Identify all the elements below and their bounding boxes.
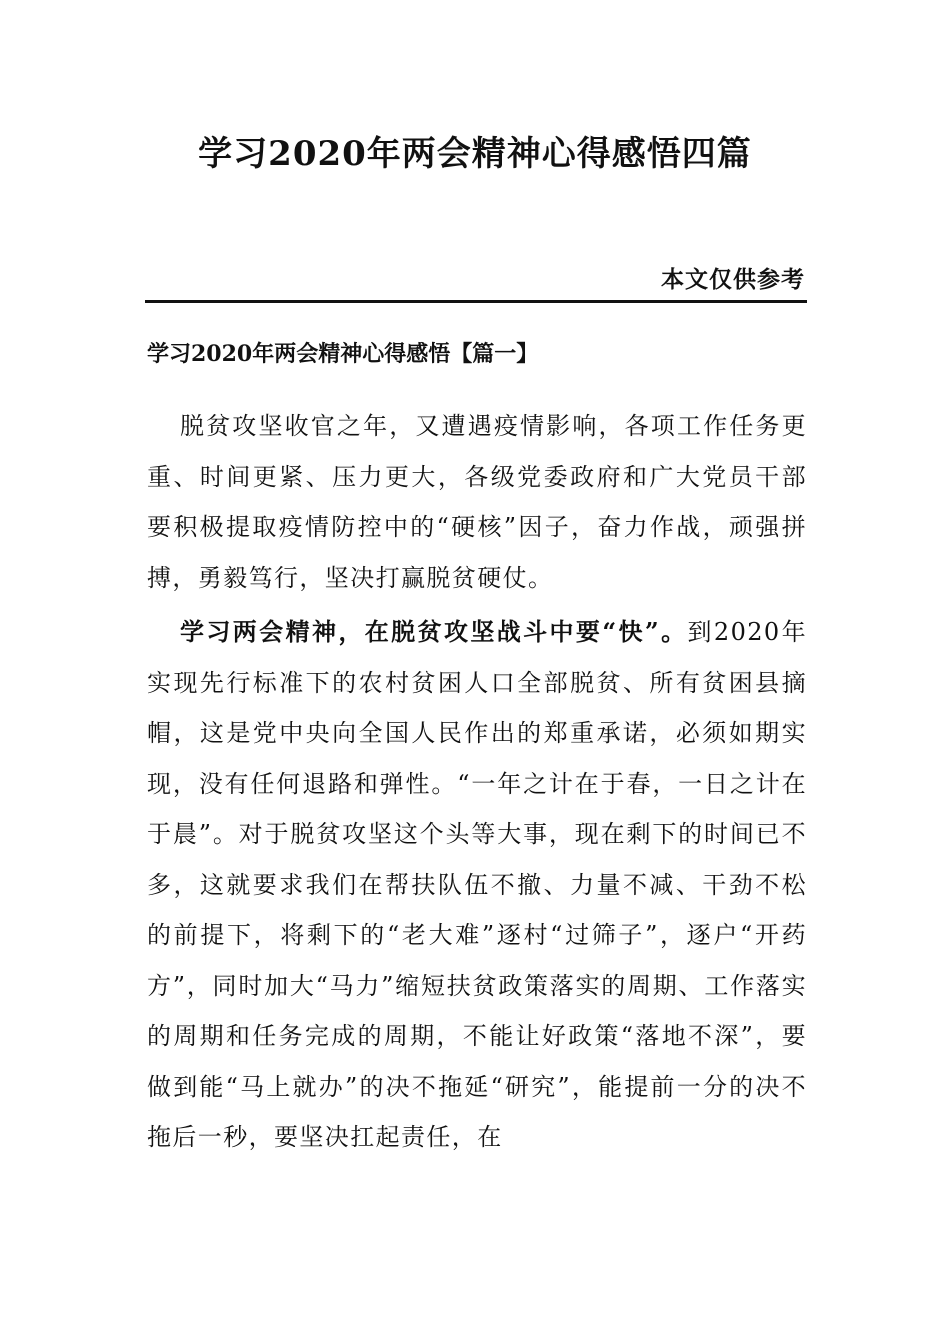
paragraph-1-text: 脱贫攻坚收官之年，又遭遇疫情影响，各项工作任务更重、时间更紧、压力更大，各级党委政府和广大党员干部要积极提取疫情防控中的“硬核”因子，奋力作战，顽强拼搏，勇毅笃行，坚决打赢脱贫硬仗。 — [147, 412, 807, 592]
paragraph-1 — [147, 401, 807, 603]
paragraph-2-text: 到2020年实现先行标准下的农村贫困人口全部脱贫、所有贫困县摘帽，这是党中央向全国人民作出的郑重承诺，必须如期实现，没有任何退路和弹性。“一年之计在于春，一日之计在于晨”。对于脱贫攻坚这个头等大事，现在剩下的时间已不多，这就要求我们在帮扶队伍不撤、力量不减、干劲不松的前提下，将剩下的“老大难”逐村“过筛子”，逐户“开药方”，同时加大“马力”缩短扶贫政策落实的周期、工作落实的周期和任务完成的周期，不能让好政策“落地不深”，要做到能“马上就办”的决不拖延“研究”，能提前一分的决不拖后一秒，要坚决扛起责任，在 — [147, 618, 808, 1151]
header-divider — [145, 300, 807, 303]
document-title: 学习2020年两会精神心得感悟四篇 — [198, 134, 752, 174]
paragraph-2-lead: 学习两会精神，在脱贫攻坚战斗中要“快”。 — [180, 617, 688, 646]
section-heading: 学习2020年两会精神心得感悟【篇一】 — [147, 341, 539, 367]
paragraph-2 — [147, 607, 807, 1163]
reference-note: 本文仅供参考 — [661, 266, 805, 293]
